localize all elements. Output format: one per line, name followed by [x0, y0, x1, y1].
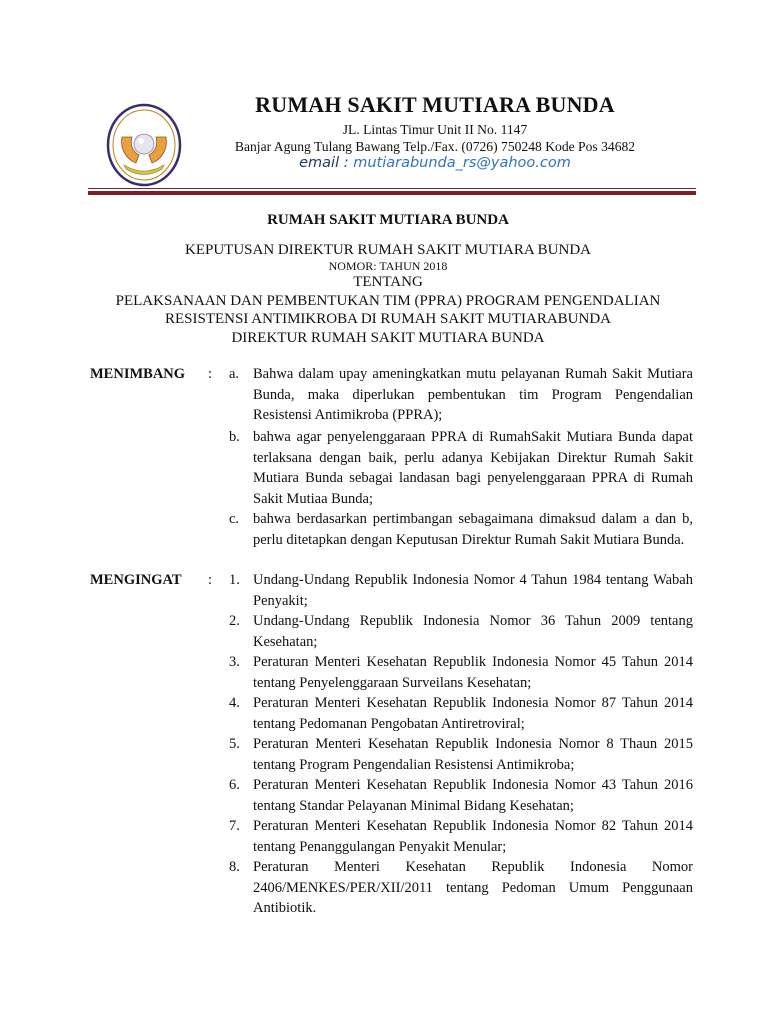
- heading-pelaksanaan-line2: RESISTENSI ANTIMIKROBA DI RUMAH SAKIT MUTIARABUNDA: [165, 311, 611, 327]
- list-item-text: Peraturan Menteri Kesehatan Republik Indonesia Nomor 2406/MENKES/PER/XII/2011 tentang Pedoman Umum Penggunaan Antibiotik.: [253, 859, 693, 916]
- menimbang-colon: :: [208, 366, 213, 382]
- mengingat-colon: :: [208, 572, 213, 588]
- list-item-text: Bahwa dalam upay ameningkatkan mutu pelayanan Rumah Sakit Mutiara Bunda, maka diperlukan pembentukan tim Program Pengendalian Resistensi Antimikroba (PPRA);: [253, 366, 693, 423]
- list-item-text: Undang-Undang Republik Indonesia Nomor 4 Tahun 1984 tentang Wabah Penyakit;: [253, 572, 693, 609]
- list-marker: 6.: [229, 777, 240, 793]
- list-item-text: bahwa berdasarkan pertimbangan sebagaimana dimaksud dalam a dan b, perlu ditetapkan dengan Keputusan Direktur Rumah Sakit Mutiara Bunda.: [253, 511, 693, 548]
- letterhead-divider-thick: [88, 191, 696, 195]
- list-marker: 5.: [229, 736, 240, 752]
- mengingat-label: MENGINGAT: [90, 572, 182, 588]
- mengingat-item-3: [229, 652, 693, 693]
- letterhead-email: [200, 155, 670, 171]
- heading-nomor: NOMOR: TAHUN 2018: [328, 259, 448, 273]
- list-item-text: Peraturan Menteri Kesehatan Republik Indonesia Nomor 82 Tahun 2014 tentang Penanggulangan Penyakit Menular;: [253, 818, 693, 855]
- list-marker: 8.: [229, 859, 240, 875]
- list-marker: c.: [229, 511, 240, 527]
- heading-hospital: RUMAH SAKIT MUTIARA BUNDA: [267, 212, 509, 228]
- mengingat-item-4: [229, 693, 693, 734]
- mengingat-item-6: [229, 775, 693, 816]
- hospital-hands-pearl-logo-icon: [106, 103, 182, 187]
- list-item-text: Undang-Undang Republik Indonesia Nomor 36 Tahun 2009 tentang Kesehatan;: [253, 613, 693, 650]
- heading-pelaksanaan-line1: PELAKSANAAN DAN PEMBENTUKAN TIM (PPRA) PROGRAM PENGENDALIAN: [115, 293, 661, 309]
- menimbang-label: MENIMBANG: [90, 366, 186, 382]
- list-marker: b.: [229, 429, 240, 445]
- mengingat-item-1: [229, 570, 693, 611]
- list-item-text: Peraturan Menteri Kesehatan Republik Indonesia Nomor 43 Tahun 2016 tentang Standar Pelayanan Minimal Bidang Kesehatan;: [253, 777, 693, 814]
- mengingat-item-2: [229, 611, 693, 652]
- mengingat-item-8: [229, 857, 693, 919]
- list-marker: 2.: [229, 613, 240, 629]
- letterhead-address-line2: Banjar Agung Tulang Bawang Telp./Fax. (0726) 750248 Kode Pos 34682: [234, 139, 636, 154]
- mengingat-item-7: [229, 816, 693, 857]
- heading-direktur: DIREKTUR RUMAH SAKIT MUTIARA BUNDA: [231, 330, 545, 346]
- list-marker: a.: [229, 366, 240, 382]
- menimbang-item-a: [229, 364, 693, 426]
- list-item-text: Peraturan Menteri Kesehatan Republik Indonesia Nomor 45 Tahun 2014 tentang Penyelenggaraan Surveilans Kesehatan;: [253, 654, 693, 691]
- list-marker: 4.: [229, 695, 240, 711]
- list-marker: 7.: [229, 818, 240, 834]
- heading-keputusan: KEPUTUSAN DIREKTUR RUMAH SAKIT MUTIARA BUNDA: [185, 242, 591, 258]
- list-marker: 1.: [229, 572, 240, 588]
- letterhead-title: RUMAH SAKIT MUTIARA BUNDA: [255, 92, 615, 117]
- list-item-text: Peraturan Menteri Kesehatan Republik Indonesia Nomor 8 Thaun 2015 tentang Program Pengendalian Resistensi Antimikroba;: [253, 736, 693, 773]
- list-item-text: bahwa agar penyelenggaraan PPRA di RumahSakit Mutiara Bunda dapat terlaksana dengan baik, perlu adanya Kebijakan Direktur Rumah Sakit Mutiara Bunda sebagai landasan bagi penyelenggaraan PPRA di Rumah Sakit Mutiaa Bunda;: [253, 429, 693, 507]
- email-label: email :: [299, 155, 349, 171]
- letterhead-address-line1: JL. Lintas Timur Unit II No. 1147: [342, 122, 528, 137]
- list-item-text: Peraturan Menteri Kesehatan Republik Indonesia Nomor 87 Tahun 2014 tentang Pedomanan Pengobatan Antiretroviral;: [253, 695, 693, 732]
- letterhead-divider-thin: [88, 188, 696, 189]
- list-marker: 3.: [229, 654, 240, 670]
- mengingat-item-5: [229, 734, 693, 775]
- heading-tentang: TENTANG: [353, 274, 423, 290]
- menimbang-item-c: [229, 509, 693, 550]
- email-address: mutiarabunda_rs@yahoo.com: [353, 155, 571, 171]
- menimbang-item-b: [229, 427, 693, 509]
